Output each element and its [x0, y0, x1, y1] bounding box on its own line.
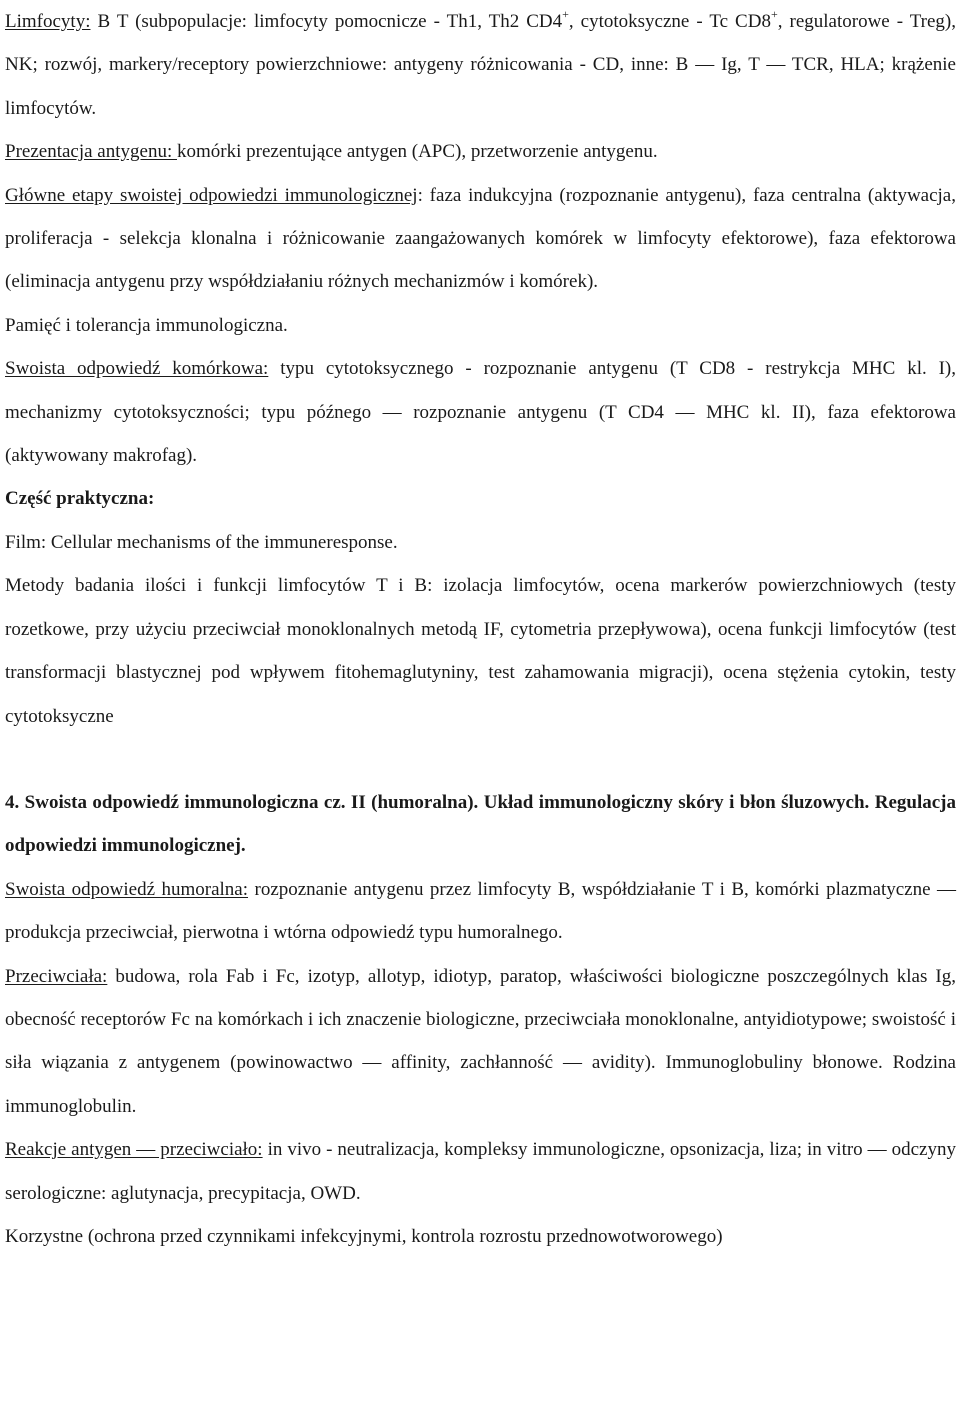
- paragraph-glowne-etapy: [5, 174, 956, 304]
- term-glowne-etapy: Główne etapy swoistej odpowiedzi immunologicznej: [5, 184, 418, 206]
- term-przeciwciala: Przeciwciała:: [5, 965, 108, 987]
- text-metody: Metody badania ilości i funkcji limfocytów T i B: izolacja limfocytów, ocena markerów powierzchniowych (testy rozetkowe, przy użyciu przeciwciał monoklonalnych metodą IF, cytometria przepływowa), ocena funkcji limfocytów (test transformacji blastycznej pod wpływem fitohemaglutyniny, test zahamowania migracji), ocena stężenia cytokin, testy cytotoksyczne: [5, 575, 956, 727]
- paragraph-odpowiedz-komorkowa: [5, 347, 956, 477]
- text-przeciwciala: budowa, rola Fab i Fc, izotyp, allotyp, idiotyp, paratop, właściwości biologiczne poszczególnych klas Ig, obecność receptorów Fc na komórkach i ich znaczenie biologiczne, przeciwciała monoklonalne, antyidiotypowe; swoistość i siła wiązania z antygenem (powinowactwo ― affinity, zachłanność ― avidity). Immunoglobuliny błonowe. Rodzina immunoglobulin.: [5, 965, 956, 1117]
- heading-section-4: 4. Swoista odpowiedź immunologiczna cz. II (humoralna). Układ immunologiczny skóry i błon śluzowych. Regulacja odpowiedzi immunologicznej.: [5, 791, 956, 857]
- text-glowne-etapy: : faza indukcyjna (rozpoznanie antygenu), faza centralna (aktywacja, proliferacja - selekcja klonalna i różnicowanie zaangażowanych komórek w limfocyty efektorowe), faza efektorowa (eliminacja antygenu przy współdziałaniu różnych mechanizmów i komórek).: [5, 184, 956, 293]
- text-pamiec: Pamięć i tolerancja immunologiczna.: [5, 314, 288, 336]
- text-limfocyty-a: B T (subpopulacje: limfocyty pomocnicze - Th1, Th2 CD4: [90, 11, 563, 32]
- text-reakcje: in vivo - neutralizacja, kompleksy immunologiczne, opsonizacja, liza; in vitro ― odczyny serologiczne: aglutynacja, precypitacja, OWD.: [5, 1139, 956, 1204]
- term-odpowiedz-humoralna: Swoista odpowiedź humoralna:: [5, 878, 249, 900]
- paragraph-korzystne: [5, 1215, 956, 1258]
- superscript-plus-cd4: +: [562, 7, 569, 21]
- paragraph-film: [5, 521, 956, 564]
- text-limfocyty-c: , regulatorowe - Treg), NK; rozwój, markery/receptory powierzchniowe: antygeny różnicowania - CD, inne: B ― Ig, T ― TCR, HLA; krążenie limfocytów.: [5, 11, 956, 119]
- text-limfocyty-b: , cytotoksyczne - Tc CD8: [568, 11, 771, 32]
- paragraph-metody: [5, 564, 956, 738]
- paragraph-pamiec: [5, 304, 956, 347]
- paragraph-prezentacja: [5, 130, 956, 173]
- paragraph-reakcje: [5, 1128, 956, 1215]
- term-limfocyty: Limfocyty:: [5, 11, 91, 32]
- heading-czesc-praktyczna: Część praktyczna:: [5, 488, 155, 510]
- paragraph-odpowiedz-humoralna: [5, 868, 956, 955]
- term-reakcje: Reakcje antygen ― przeciwciało:: [5, 1139, 263, 1161]
- text-odpowiedz-komorkowa: typu cytotoksycznego - rozpoznanie antygenu (T CD8 - restrykcja MHC kl. I), mechanizmy cytotoksyczności; typu późnego ― rozpoznanie antygenu (T CD4 ― MHC kl. II), faza efektorowa (aktywowany makrofag).: [5, 358, 956, 467]
- text-film: Film: Cellular mechanisms of the immuneresponse.: [5, 531, 398, 553]
- text-prezentacja: komórki prezentujące antygen (APC), przetworzenie antygenu.: [176, 141, 658, 163]
- superscript-plus-cd8: +: [770, 7, 778, 21]
- text-korzystne: Korzystne (ochrona przed czynnikami infekcyjnymi, kontrola rozrostu przednowotworowego): [5, 1225, 723, 1247]
- term-odpowiedz-komorkowa: Swoista odpowiedź komórkowa:: [5, 358, 269, 380]
- term-prezentacja-antygenu: Prezentacja antygenu:: [5, 141, 177, 163]
- paragraph-limfocyty: [5, 0, 956, 130]
- paragraph-przeciwciala: [5, 955, 956, 1129]
- text-odpowiedz-humoralna: rozpoznanie antygenu przez limfocyty B, współdziałanie T i B, komórki plazmatyczne ― produkcja przeciwciał, pierwotna i wtórna odpowiedź typu humoralnego.: [5, 878, 956, 944]
